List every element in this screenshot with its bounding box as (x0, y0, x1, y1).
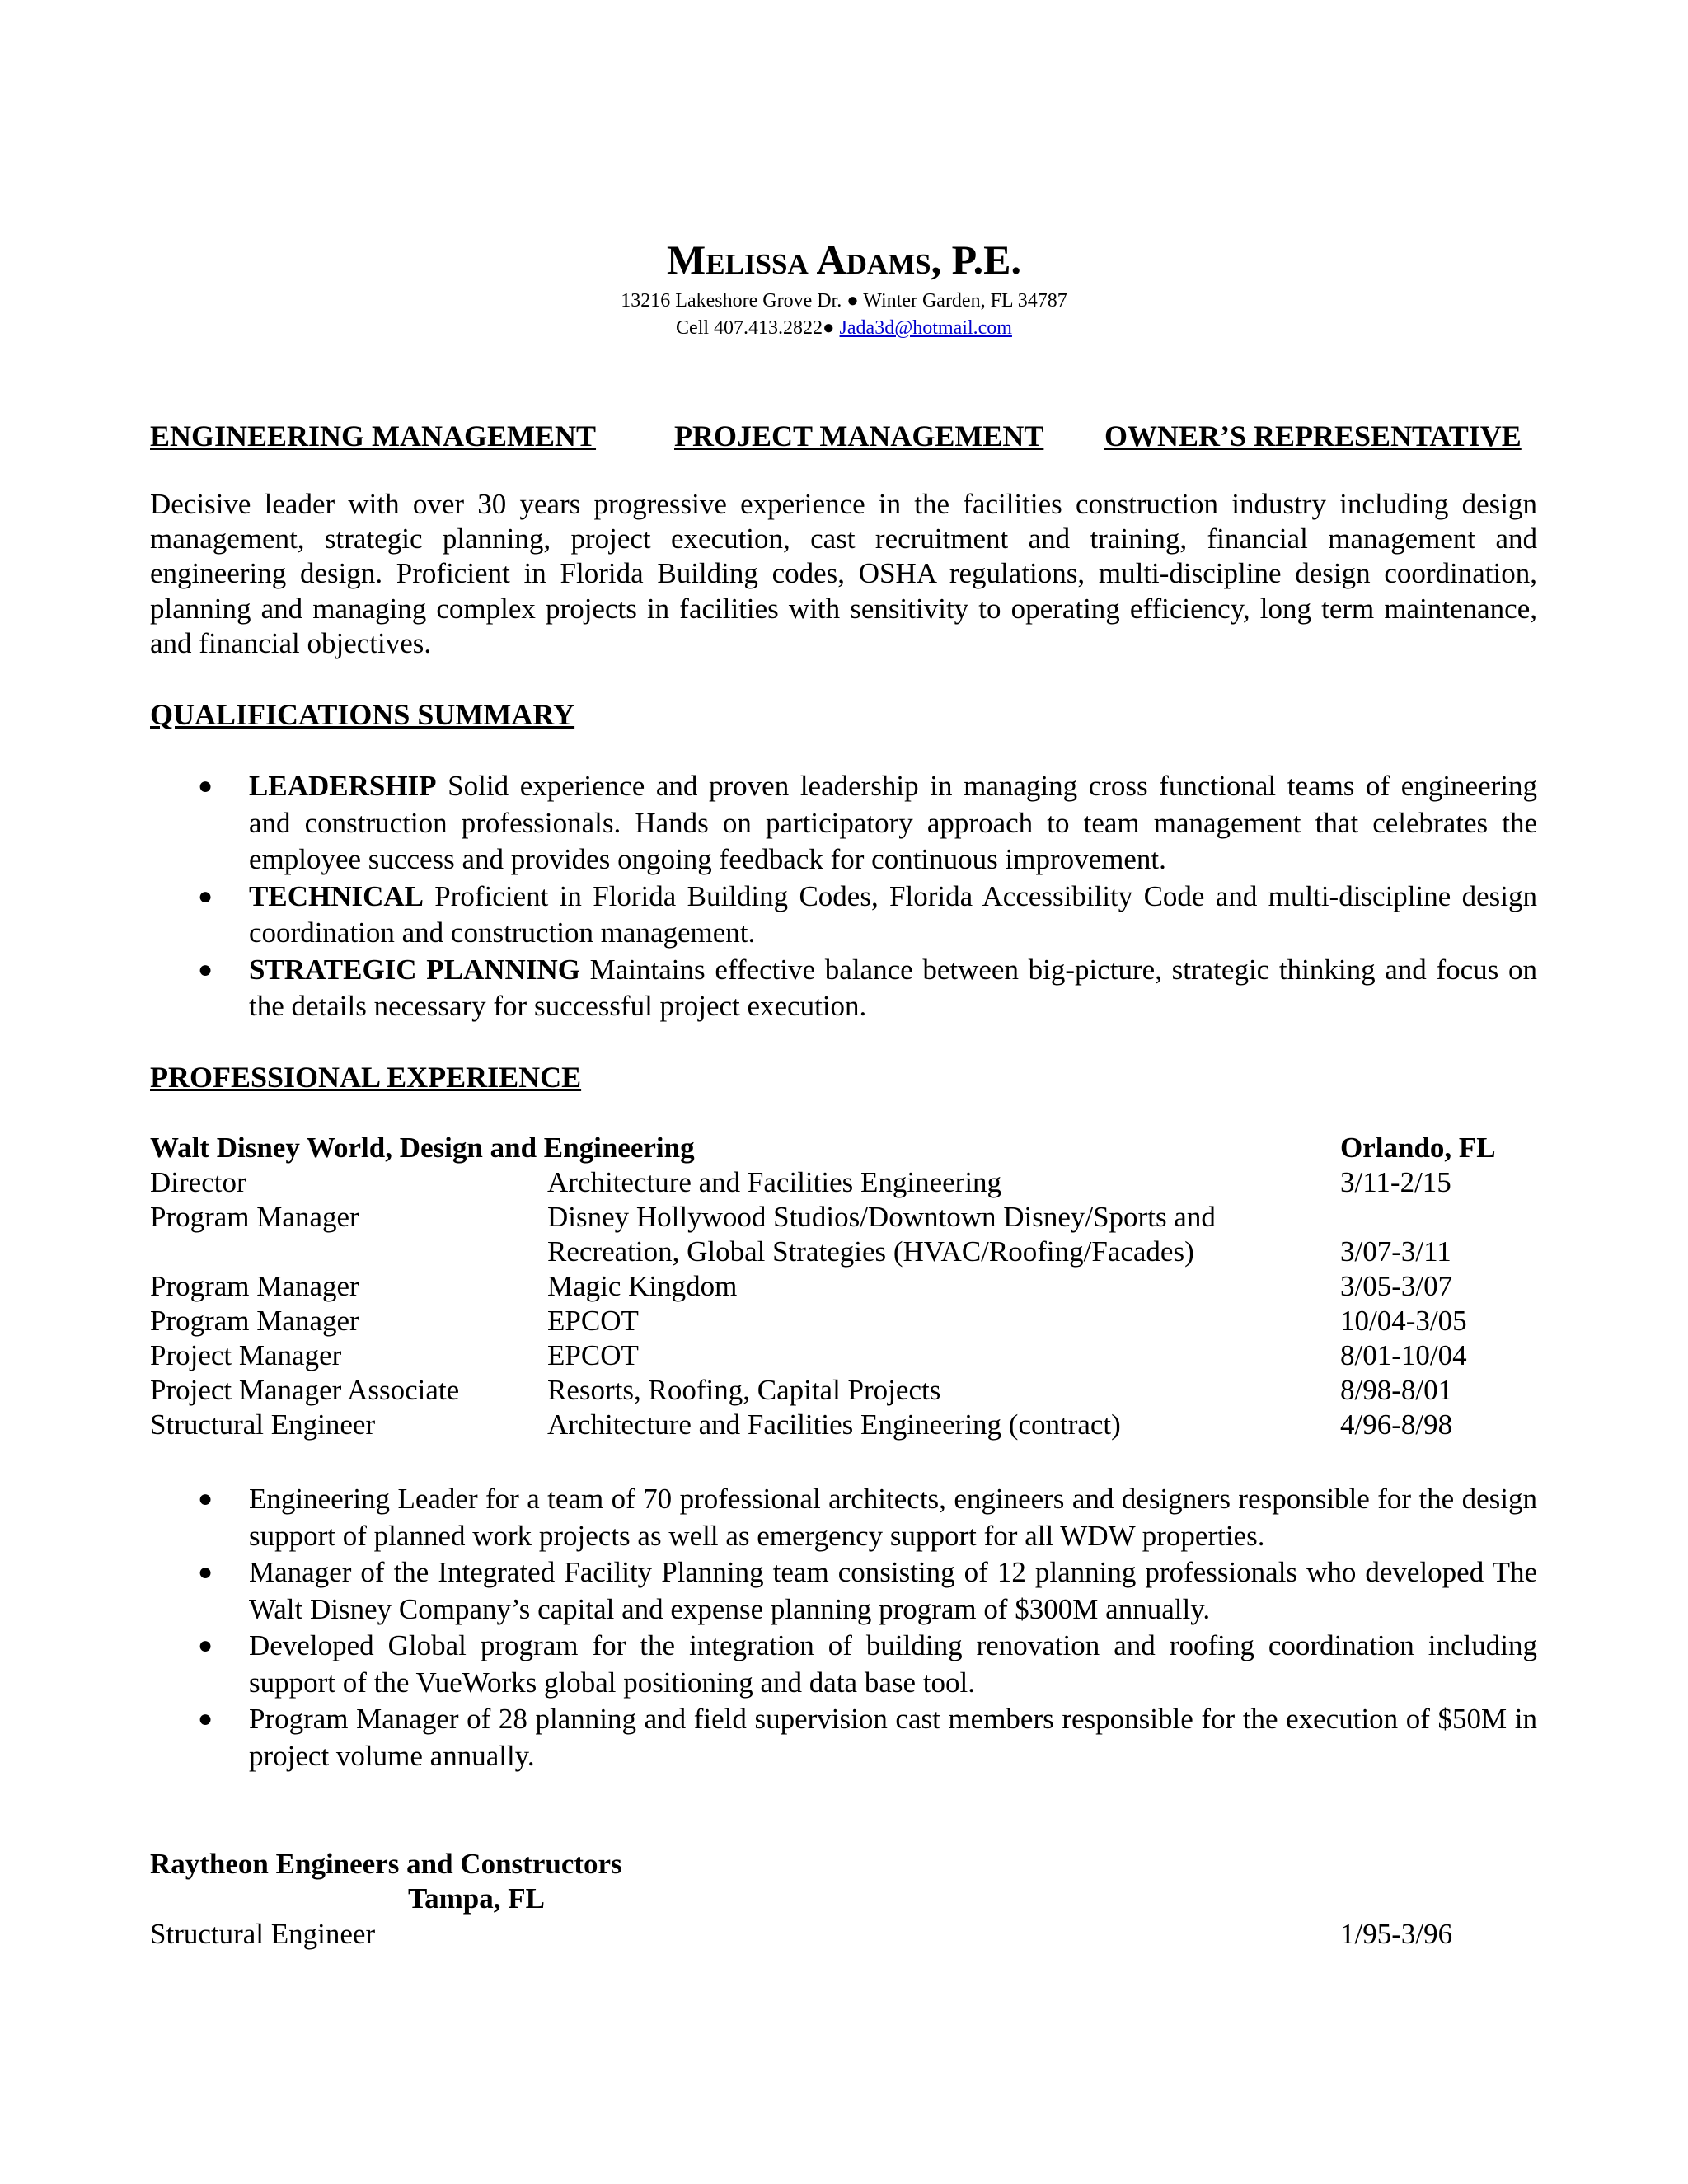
table-row (150, 1235, 1537, 1269)
employer2-location: Tampa, FL (408, 1882, 545, 1915)
achievement-text: Engineering Leader for a team of 70 professional architects, engineers and designers responsible for the design support of planned work projects as well as emergency support for all WDW properties. (249, 1483, 1537, 1552)
employer2-role: Structural Engineer (150, 1918, 376, 1950)
role-dates: 3/07-3/11 (1340, 1235, 1451, 1268)
achievement-text: Developed Global program for the integration of building renovation and roofing coordination including support of the VueWorks global positioning and data base tool. (249, 1629, 1537, 1699)
qualifications-heading: QUALIFICATIONS SUMMARY (150, 698, 575, 731)
list-item (150, 952, 1537, 1025)
employer-name: Walt Disney World, Design and Engineering (150, 1132, 695, 1164)
qualification-text: Proficient in Florida Building Codes, Florida Accessibility Code and multi-discipline design coordination and construction management. (249, 879, 1537, 949)
list-item (150, 1481, 1537, 1554)
bullet-icon: ● (198, 1705, 213, 1732)
phone-text: Cell 407.413.2822● (676, 317, 840, 339)
bullet-icon: ● (198, 882, 213, 910)
role-dates: 3/05-3/07 (1340, 1270, 1453, 1302)
phone-email-line (0, 316, 1688, 340)
achievements-list (150, 1481, 1537, 1774)
role-title: Director (150, 1166, 246, 1198)
qualification-text: Maintains effective balance between big-picture, strategic thinking and focus on the details necessary for successful project execution. (249, 953, 1538, 1022)
qualifications-list (150, 768, 1537, 1025)
bullet-icon: ● (198, 1558, 213, 1586)
list-item (150, 879, 1537, 952)
table-row (150, 1165, 1537, 1200)
email-link[interactable]: Jada3d@hotmail.com (839, 317, 1012, 339)
bullet-icon: ● (198, 772, 213, 799)
role-dates: 3/11-2/15 (1340, 1166, 1451, 1198)
table-row (150, 1338, 1537, 1373)
candidate-name: Melissa Adams, P.E. (667, 237, 1021, 283)
qualification-text: Solid experience and proven leadership in managing cross functional teams of engineering and construction professionals. Hands on participatory approach to team management that celebrates the employee success and provides ongoing feedback for continuous improvement. (249, 770, 1537, 875)
role-area: Architecture and Facilities Engineering (547, 1166, 1002, 1198)
role-title: Project Manager Associate (150, 1374, 460, 1406)
list-item (150, 1701, 1537, 1774)
table-row (150, 1200, 1537, 1235)
role-area: Magic Kingdom (547, 1270, 738, 1302)
table-row (150, 1408, 1537, 1442)
table-row (150, 1269, 1537, 1304)
banner-owners-representative: OWNER’S REPRESENTATIVE (1104, 419, 1522, 452)
role-title: Program Manager (150, 1201, 359, 1233)
employer-location: Orlando, FL (1340, 1132, 1496, 1164)
role-title: Program Manager (150, 1270, 359, 1302)
role-title: Program Manager (150, 1305, 359, 1337)
bullet-icon: ● (198, 955, 213, 983)
employer2-name: Raytheon Engineers and Constructors (150, 1848, 622, 1880)
qualification-label: LEADERSHIP (249, 770, 437, 802)
achievement-text: Manager of the Integrated Facility Planning team consisting of 12 planning professionals who developed The Walt Disney Company’s capital and expense planning program of $300M annually. (249, 1556, 1537, 1625)
role-area: Disney Hollywood Studios/Downtown Disney/Sports and (547, 1201, 1216, 1233)
role-area: Resorts, Roofing, Capital Projects (547, 1374, 941, 1406)
banner-engineering-management: ENGINEERING MANAGEMENT (150, 419, 597, 452)
banner-project-management: PROJECT MANAGEMENT (674, 419, 1044, 452)
role-area: EPCOT (547, 1305, 639, 1337)
summary-paragraph: Decisive leader with over 30 years progressive experience in the facilities construction industry including design management, strategic planning, project execution, cast recruitment and training, financial management and engineering design. Proficient in Florida Building codes, OSHA regulations, multi-discipline design coordination, planning and managing complex projects in facilities with sensitivity to operating efficiency, long term maintenance, and financial objectives. (150, 488, 1537, 659)
role-dates: 10/04-3/05 (1340, 1305, 1467, 1337)
achievement-text: Program Manager of 28 planning and field supervision cast members responsible for the execution of $50M in project volume annually. (249, 1703, 1537, 1772)
employer-row (150, 1131, 1537, 1165)
role-dates: 8/01-10/04 (1340, 1339, 1467, 1371)
role-dates: 8/98-8/01 (1340, 1374, 1453, 1406)
role-title: Structural Engineer (150, 1408, 376, 1441)
address-line: 13216 Lakeshore Grove Dr. ● Winter Garden, FL 34787 (621, 290, 1067, 312)
role-dates: 4/96-8/98 (1340, 1408, 1453, 1441)
list-item (150, 1628, 1537, 1701)
role-title: Project Manager (150, 1339, 342, 1371)
role-area: Architecture and Facilities Engineering (contract) (547, 1408, 1121, 1441)
bullet-icon: ● (198, 1632, 213, 1659)
table-row (150, 1373, 1537, 1408)
bullet-icon: ● (198, 1485, 213, 1512)
role-area: EPCOT (547, 1339, 639, 1371)
list-item (150, 768, 1537, 879)
role-area: Recreation, Global Strategies (HVAC/Roofing/Facades) (547, 1235, 1194, 1268)
experience-heading: PROFESSIONAL EXPERIENCE (150, 1061, 582, 1094)
list-item (150, 1554, 1537, 1628)
table-row (150, 1304, 1537, 1338)
qualification-label: TECHNICAL (249, 879, 424, 912)
employer2-dates: 1/95-3/96 (1340, 1918, 1453, 1950)
qualification-label: STRATEGIC PLANNING (249, 953, 580, 986)
